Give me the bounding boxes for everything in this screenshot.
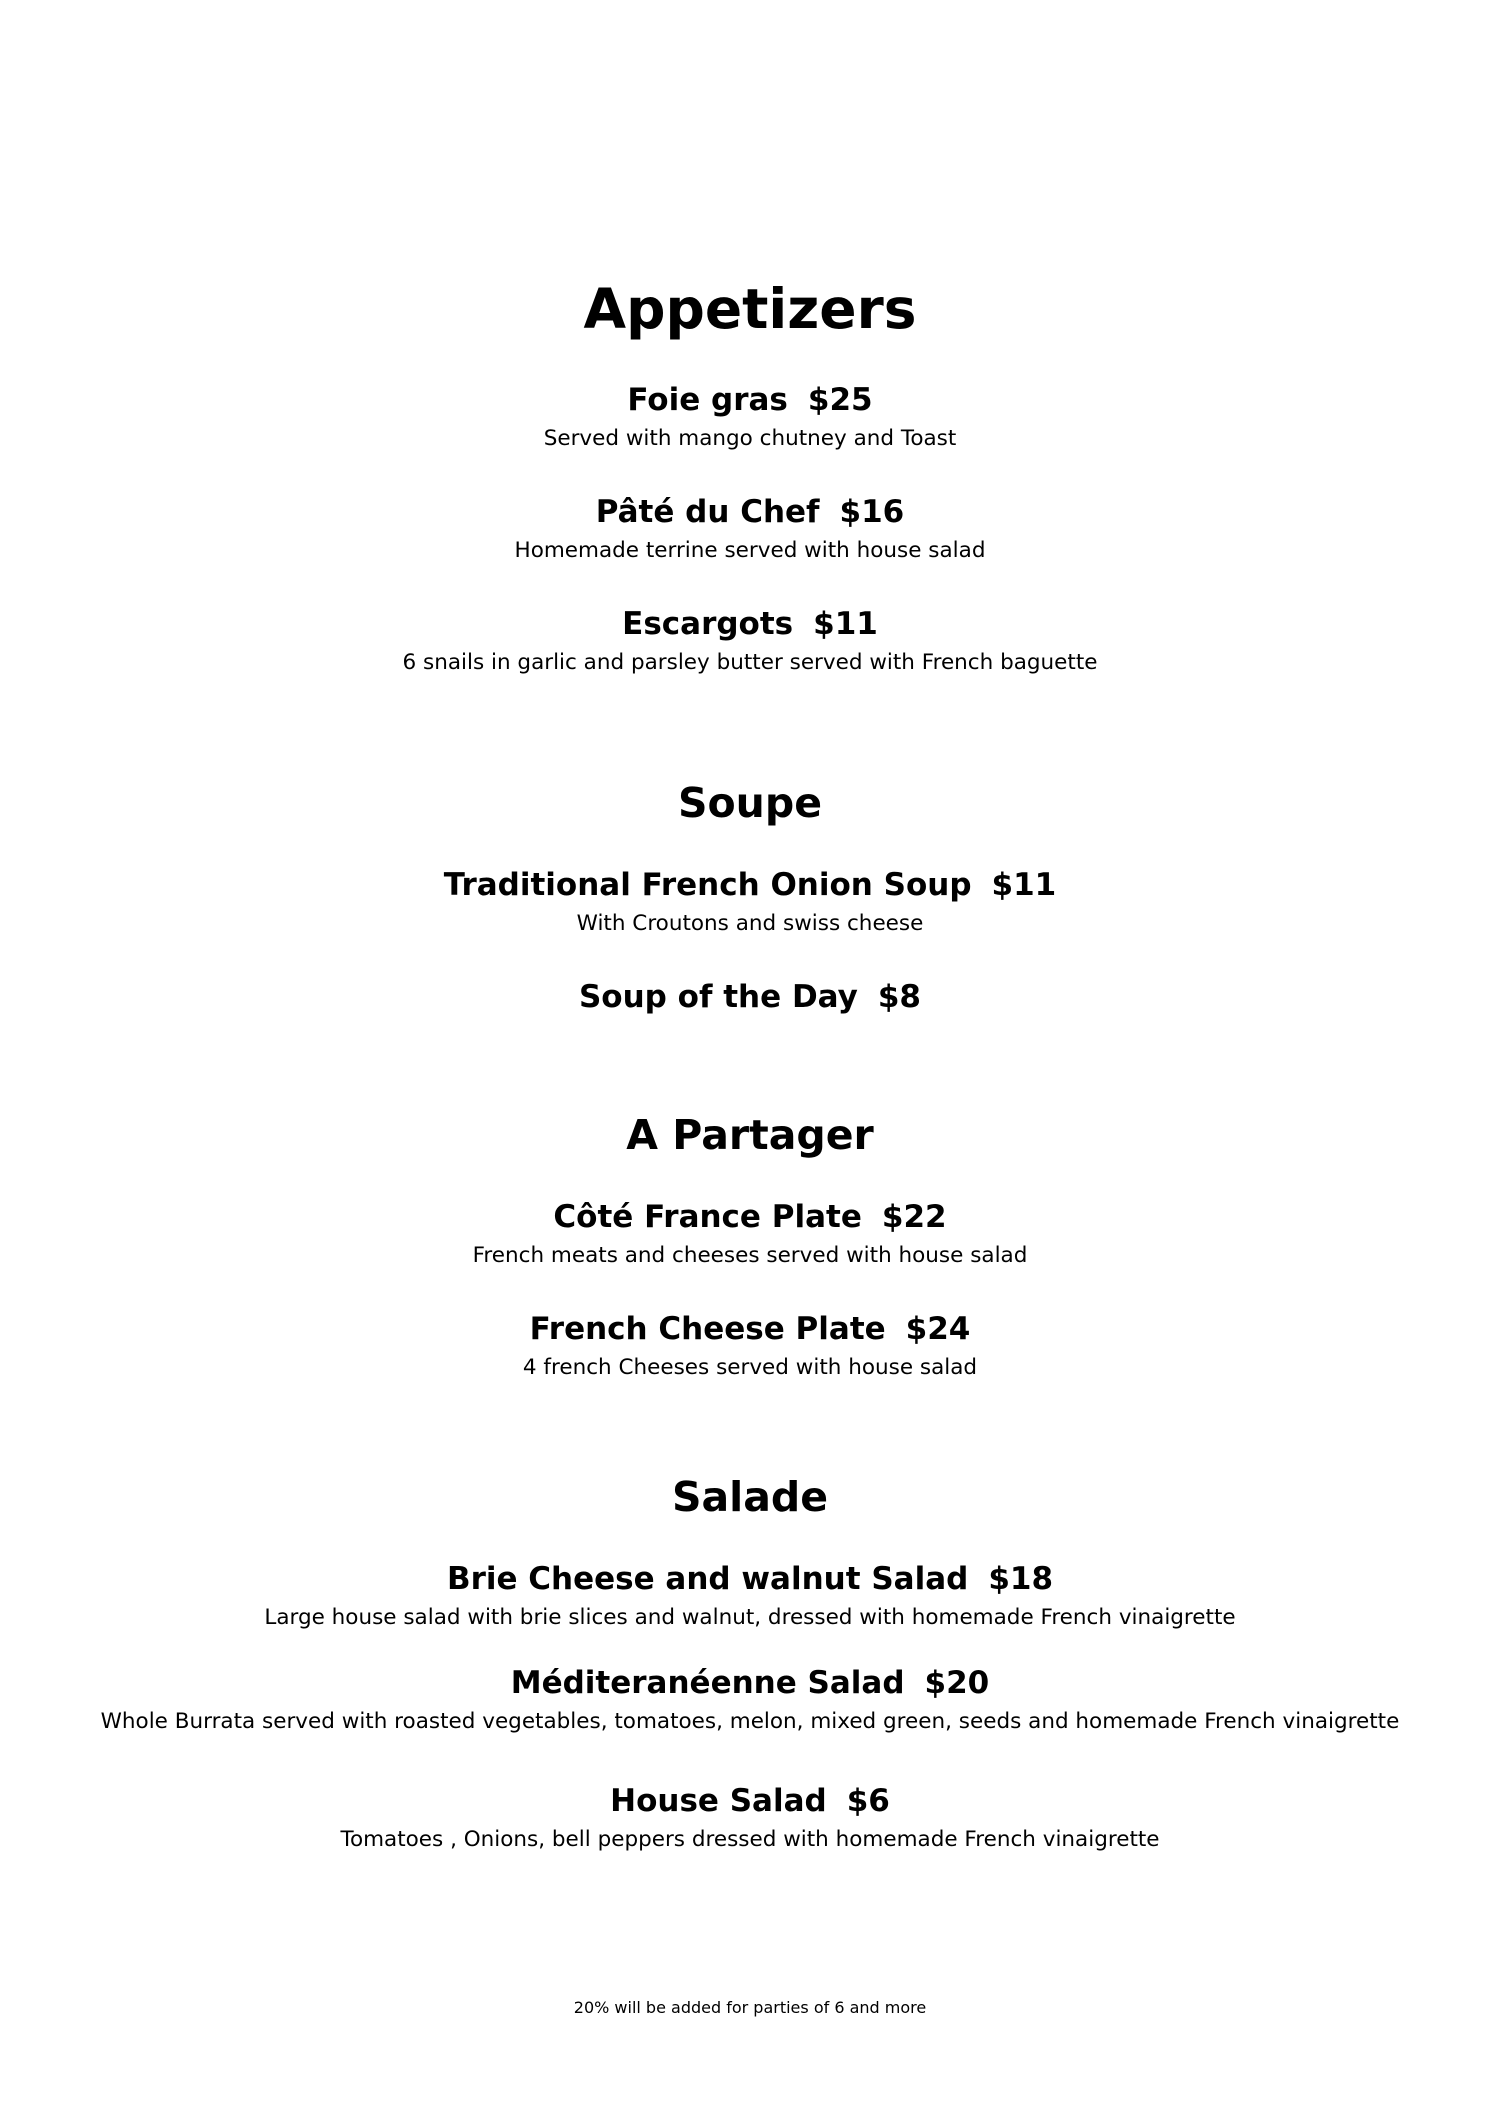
menu-item-description: 6 snails in garlic and parsley butter served with French baguette xyxy=(402,650,1098,675)
menu-item-name xyxy=(0,1561,1500,1597)
item-name-text: Foie gras xyxy=(627,382,788,418)
menu-item-description: French meats and cheeses served with house salad xyxy=(472,1243,1028,1268)
menu-item-description: Served with mango chutney and Toast xyxy=(543,426,957,451)
menu-item-name xyxy=(0,1665,1500,1701)
menu-item-name xyxy=(0,867,1500,903)
section-title-a-partager: A Partager xyxy=(626,1111,874,1159)
item-price: $11 xyxy=(813,606,878,642)
item-name-text: House Salad xyxy=(610,1783,827,1819)
item-price: $20 xyxy=(924,1665,990,1701)
menu-item-description: Large house salad with brie slices and walnut, dressed with homemade French vinaigrette xyxy=(264,1605,1236,1630)
menu-item-name xyxy=(0,1199,1500,1235)
item-name-text: Pâté du Chef xyxy=(595,494,820,530)
item-price: $18 xyxy=(988,1561,1054,1597)
item-name-text: Brie Cheese and walnut Salad xyxy=(446,1561,969,1597)
item-price: $6 xyxy=(846,1783,890,1819)
menu-item-description: With Croutons and swiss cheese xyxy=(576,911,924,936)
item-price: $8 xyxy=(877,979,921,1015)
menu-item-name xyxy=(0,382,1500,418)
menu-item-name xyxy=(0,1311,1500,1347)
item-name-text: Traditional French Onion Soup xyxy=(443,867,972,903)
menu-item-name xyxy=(0,1783,1500,1819)
item-price: $22 xyxy=(881,1199,947,1235)
item-price: $16 xyxy=(839,494,905,530)
item-price: $24 xyxy=(905,1311,971,1347)
menu-item-description: 4 french Cheeses served with house salad xyxy=(522,1355,978,1380)
section-title-soupe: Soupe xyxy=(677,779,823,827)
menu-item-description: Tomatoes , Onions, bell peppers dressed with homemade French vinaigrette xyxy=(340,1827,1160,1852)
menu-item-description: Homemade terrine served with house salad xyxy=(514,538,986,563)
item-name-text: Méditeranéenne Salad xyxy=(510,1665,905,1701)
item-name-text: Côté France Plate xyxy=(553,1199,862,1235)
menu-item-name xyxy=(0,979,1500,1015)
menu-item-description: Whole Burrata served with roasted vegetables, tomatoes, melon, mixed green, seeds and homemade French vinaigrette xyxy=(100,1709,1400,1734)
item-name-text: Escargots xyxy=(622,606,794,642)
item-name-text: Soup of the Day xyxy=(578,979,858,1015)
menu-item-name xyxy=(0,606,1500,642)
menu-item-name xyxy=(0,494,1500,530)
footer-note: 20% will be added for parties of 6 and more xyxy=(573,1998,927,2017)
item-name-text: French Cheese Plate xyxy=(529,1311,886,1347)
section-title-salade: Salade xyxy=(671,1473,829,1521)
item-price: $11 xyxy=(991,867,1057,903)
section-title-appetizers: Appetizers xyxy=(583,277,917,341)
item-price: $25 xyxy=(807,382,873,418)
